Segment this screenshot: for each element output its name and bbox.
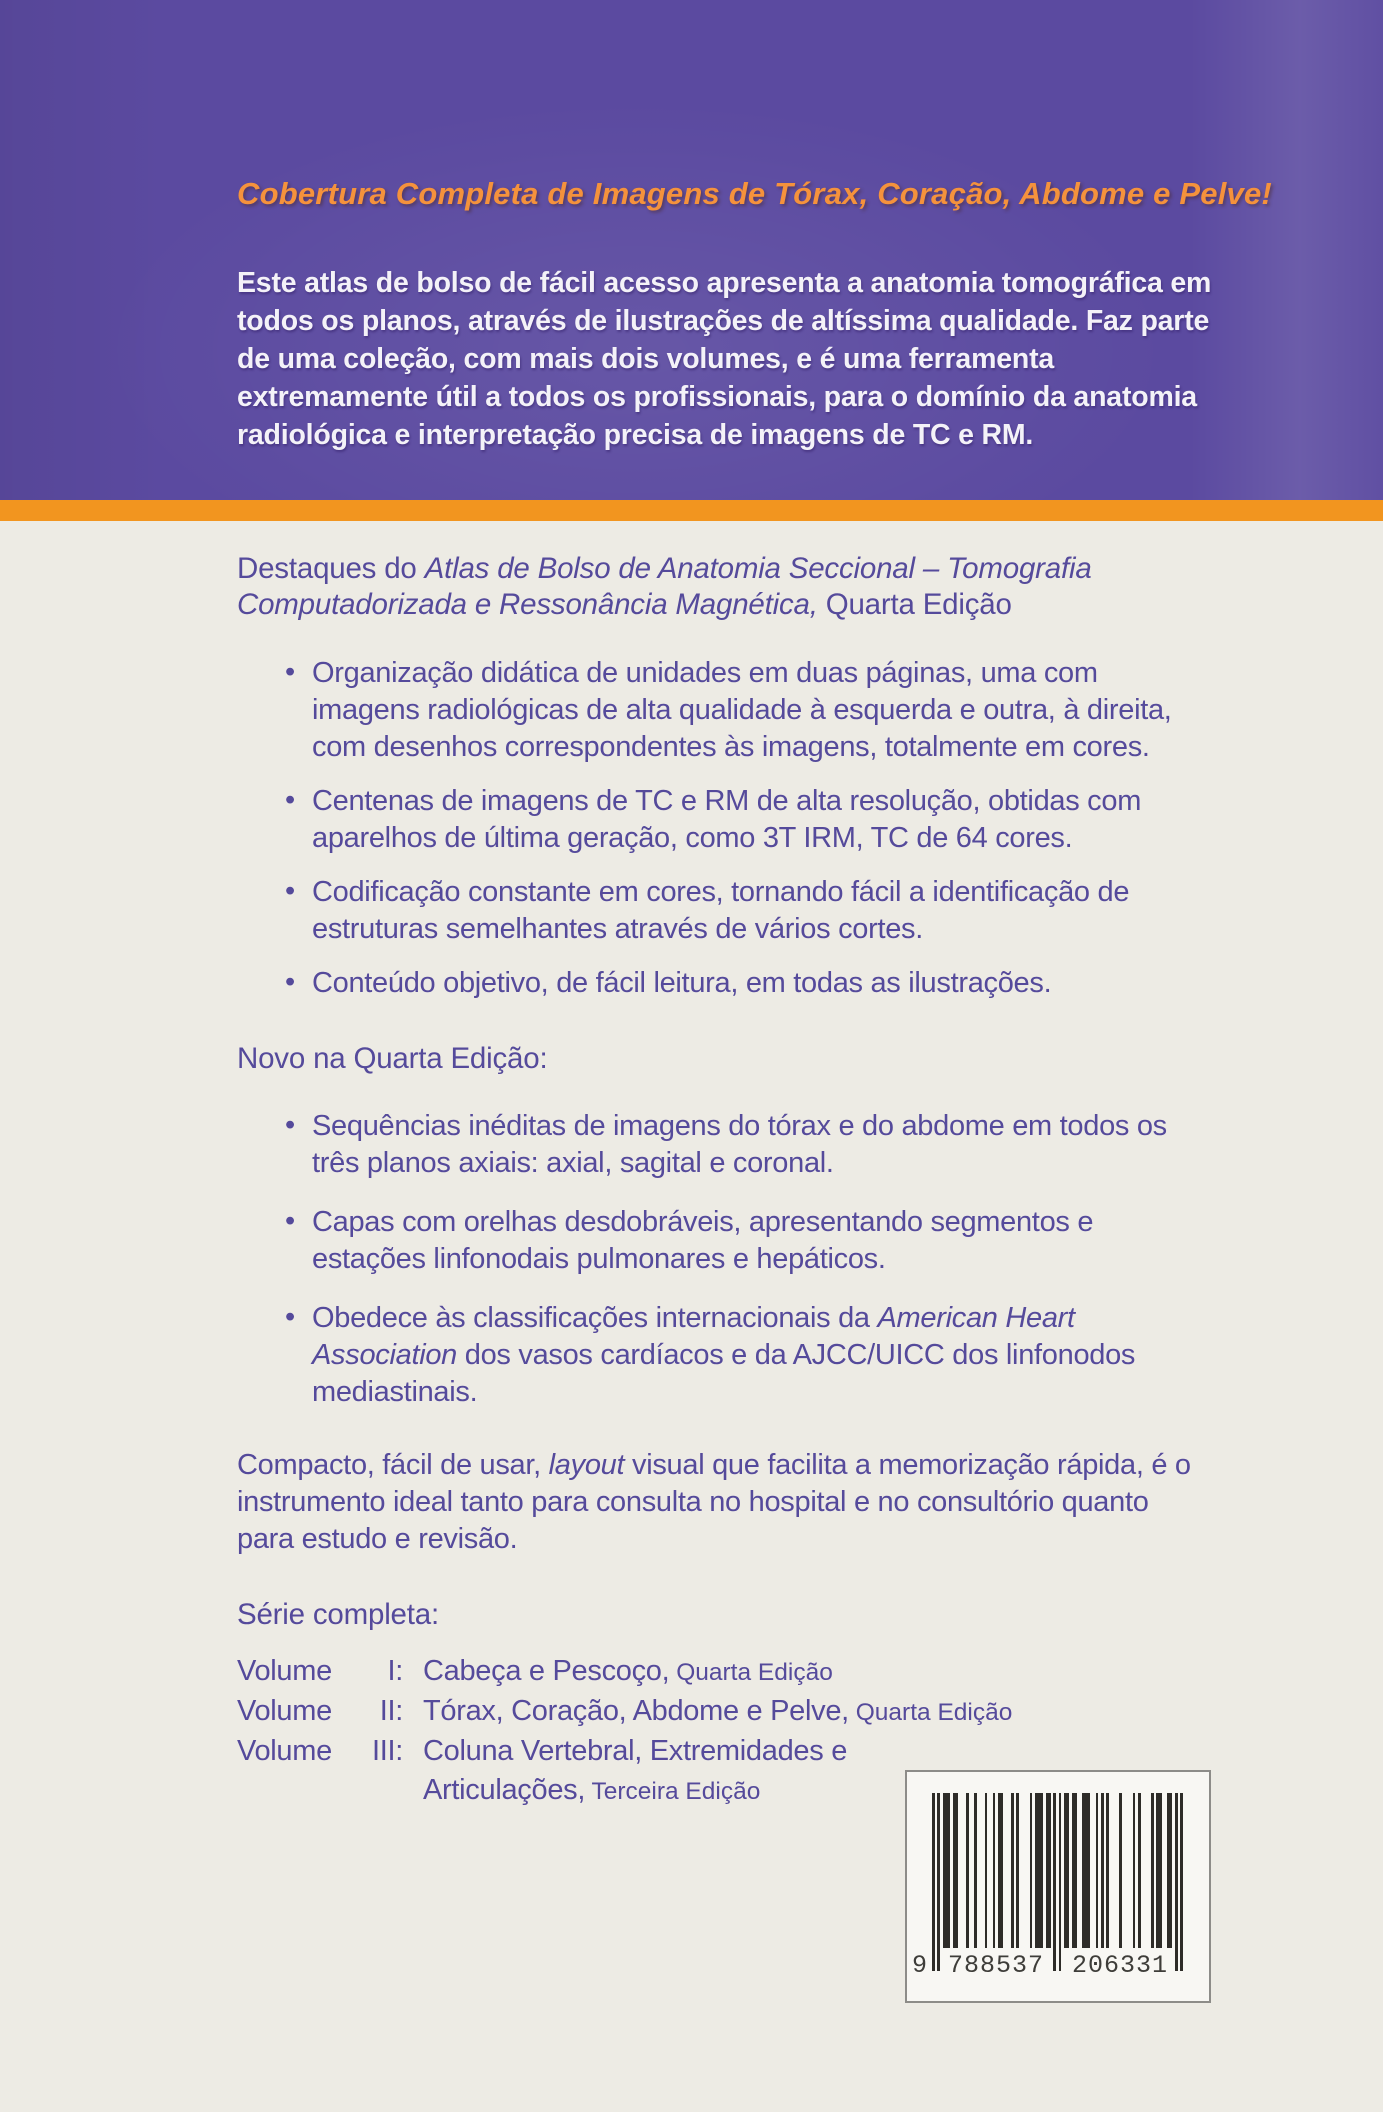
barcode-bar xyxy=(1082,1793,1090,1948)
barcode-bar xyxy=(1053,1793,1056,1971)
volume-numeral: II: xyxy=(379,1695,403,1727)
bullet-item xyxy=(285,1300,1197,1411)
text-segment: Atlas de Bolso de Anatomia Seccional – Tomografia Computadorizada e Ressonância Magnética, xyxy=(237,552,1092,621)
text-segment: Capas com orelhas desdobráveis, apresentando segmentos e estações linfonodais pulmonares e hepáticos. xyxy=(312,1206,1094,1275)
bullet-item xyxy=(285,1204,1197,1278)
barcode-bar xyxy=(1167,1793,1172,1948)
barcode-bars xyxy=(911,1793,1184,1991)
orange-divider xyxy=(0,500,1383,521)
text-segment: Coluna Vertebral, Extremidades e xyxy=(423,1735,848,1767)
barcode-bar xyxy=(966,1793,969,1948)
barcode-bar xyxy=(998,1793,1003,1948)
text-segment: American Heart Association xyxy=(312,1302,1075,1371)
barcode-bar xyxy=(1119,1793,1122,1948)
text-segment: Compacto, fácil de usar, xyxy=(237,1449,549,1481)
text-segment: Organização didática de unidades em duas páginas, uma com imagens radiológicas de alta qualidade à esquerda e outra, à direita, com desenhos correspondentes às imagens, totalmente em cores. xyxy=(312,657,1172,763)
isbn-barcode xyxy=(905,1770,1211,2003)
text-segment: Quarta Edição xyxy=(848,1699,1013,1726)
new-edition-list xyxy=(285,1108,1211,1411)
barcode-bar xyxy=(1030,1793,1033,1948)
volume-label: Volume xyxy=(237,1735,332,1767)
barcode-bar xyxy=(943,1793,951,1948)
barcode-bar xyxy=(937,1793,940,1971)
barcode-bar xyxy=(1011,1793,1014,1948)
volume-label: Volume xyxy=(237,1695,332,1727)
text-segment: Articulações, xyxy=(423,1774,586,1806)
bullet-item xyxy=(285,655,1197,766)
text-segment: Cabeça e Pescoço, xyxy=(423,1655,670,1687)
cover-body xyxy=(0,521,1383,1811)
volume-label: Volume xyxy=(237,1655,332,1687)
barcode-bar xyxy=(1175,1793,1178,1971)
barcode-bar xyxy=(1064,1793,1069,1948)
volume-numeral: I: xyxy=(387,1655,403,1687)
banner-headline: Cobertura Completa de Imagens de Tórax, Coração, Abdome e Pelve! xyxy=(237,176,1272,211)
volume-row xyxy=(237,1692,1211,1732)
volume-title xyxy=(403,1692,1211,1732)
barcode-digit-group: 788537 xyxy=(947,1951,1044,1980)
barcode-bar xyxy=(1138,1793,1141,1948)
highlights-heading xyxy=(237,551,1142,623)
barcode-bar xyxy=(1180,1793,1183,1971)
text-segment: Terceira Edição xyxy=(585,1778,761,1805)
barcode-digit-group: 206331 xyxy=(1071,1951,1168,1980)
text-segment: Quarta Edição xyxy=(669,1659,833,1686)
bullet-item xyxy=(285,783,1197,857)
bullet-item xyxy=(285,965,1197,1002)
barcode-bar xyxy=(974,1793,977,1948)
barcode-bar xyxy=(1101,1793,1104,1948)
closing-paragraph xyxy=(237,1447,1211,1558)
barcode-bar xyxy=(1016,1793,1019,1948)
series-heading: Série completa: xyxy=(237,1598,439,1631)
bullet-item xyxy=(285,1108,1197,1182)
volume-title-line xyxy=(423,1692,1211,1732)
volume-title xyxy=(403,1652,1211,1692)
volume-title-line xyxy=(423,1732,1211,1771)
text-segment: Codificação constante em cores, tornando fácil a identificação de estruturas semelhantes através de vários cortes. xyxy=(312,876,1130,945)
barcode-bar xyxy=(1046,1793,1051,1948)
barcode-bar xyxy=(1072,1793,1077,1948)
text-segment: Quarta Edição xyxy=(817,588,1012,621)
barcode-bar xyxy=(1151,1793,1154,1948)
text-segment: dos vasos cardíacos e da AJCC/UICC dos linfonodos mediastinais. xyxy=(312,1339,1136,1408)
text-segment: layout xyxy=(548,1449,625,1481)
text-segment: Tórax, Coração, Abdome e Pelve, xyxy=(423,1695,849,1727)
barcode-bar xyxy=(953,1793,958,1948)
barcode-digit-group: 9 xyxy=(911,1951,928,1980)
barcode-bar xyxy=(1096,1793,1099,1948)
top-banner xyxy=(0,0,1383,500)
barcode-bar xyxy=(1059,1793,1062,1971)
text-segment: Centenas de imagens de TC e RM de alta resolução, obtidas com aparelhos de última geração, como 3T IRM, TC de 64 cores. xyxy=(312,785,1142,854)
text-segment: Destaques do xyxy=(237,552,425,585)
barcode-bar xyxy=(1156,1793,1161,1948)
text-segment: visual que facilita a memorização rápida, é o instrumento ideal tanto para consulta no hospital e no consultório quanto para estudo e revisão. xyxy=(237,1449,1191,1555)
barcode-bar xyxy=(1035,1793,1043,1948)
new-edition-heading: Novo na Quarta Edição: xyxy=(237,1042,548,1075)
barcode-bar xyxy=(1106,1793,1109,1948)
volume-numeral: III: xyxy=(371,1735,403,1767)
barcode-bar xyxy=(993,1793,996,1948)
highlights-list xyxy=(285,655,1211,1002)
bullet-item xyxy=(285,874,1197,948)
barcode-bar xyxy=(1133,1793,1136,1948)
text-segment: Conteúdo objetivo, de fácil leitura, em todas as ilustrações. xyxy=(312,967,1052,999)
volume-row xyxy=(237,1652,1211,1692)
barcode-bar xyxy=(932,1793,935,1971)
barcode-bar xyxy=(985,1793,988,1948)
text-segment: Obedece às classificações internacionais da xyxy=(312,1302,878,1334)
text-segment: Sequências inéditas de imagens do tórax e do abdome em todos os três planos axiais: axial, sagital e coronal. xyxy=(312,1110,1167,1179)
volume-title-line xyxy=(423,1652,1211,1692)
banner-intro-paragraph: Este atlas de bolso de fácil acesso apresenta a anatomia tomográfica em todos os planos, através de ilustrações de altíssima qualidade. Faz parte de uma coleção, com mais dois volumes, e é uma ferramenta extremamente útil a todos os profissionais, para o domínio da anatomia radiológica e interpretação precisa de imagens de TC e RM. xyxy=(237,267,1212,451)
